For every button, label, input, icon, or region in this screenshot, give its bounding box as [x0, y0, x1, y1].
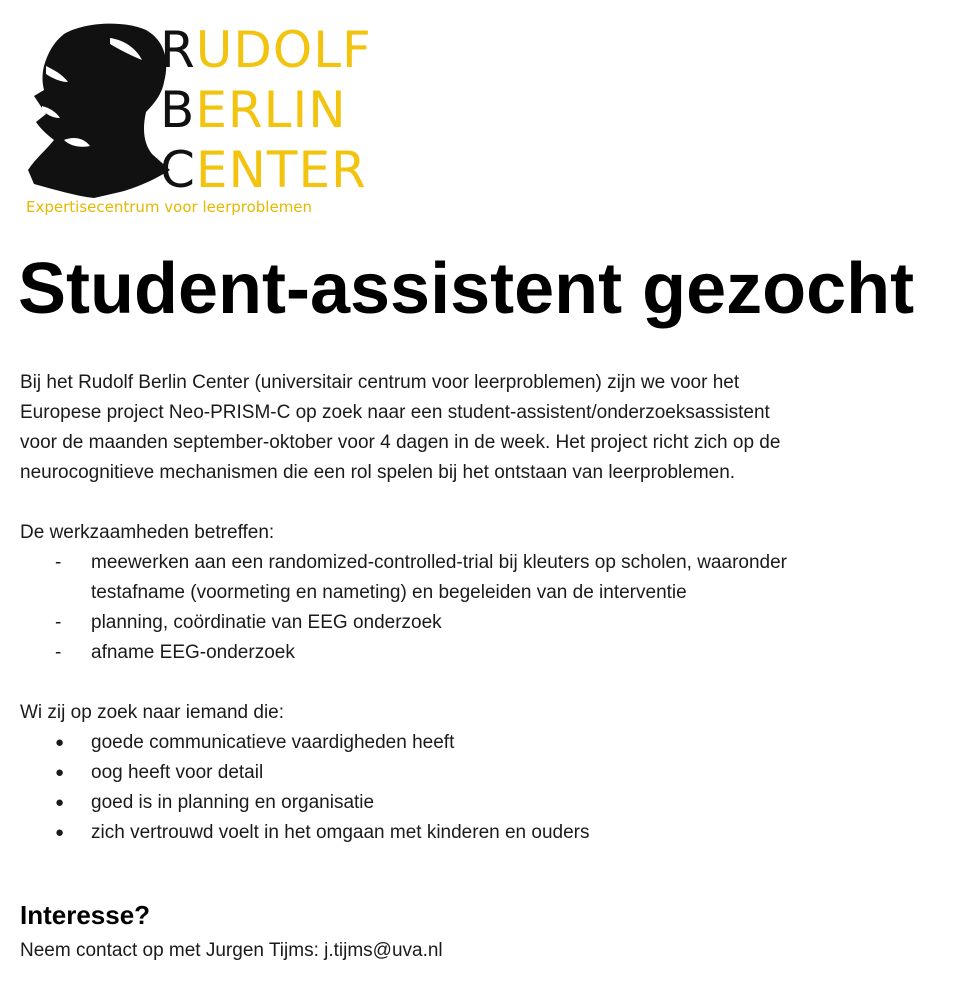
logo-word-berlin: BERLIN [160, 81, 347, 139]
intro-line: voor de maanden september-oktober voor 4 dagen in de week. Het project richt zich op de [20, 432, 781, 453]
rudolf-berlin-center-logo [24, 14, 372, 219]
head-silhouette-icon [24, 20, 174, 200]
dash-marker [55, 548, 61, 578]
intro-line: Bij het Rudolf Berlin Center (universitair centrum voor leerproblemen) zijn we voor het [20, 372, 740, 393]
dash-marker [55, 608, 61, 638]
interest-heading: Interesse? [20, 900, 151, 930]
list-item: ● oog heeft voor detail [20, 758, 940, 788]
logo-wordmark [160, 20, 372, 200]
intro-line: Europese project Neo-PRISM-C op zoek naar een student-assistent/onderzoeksassistent [20, 402, 770, 423]
list-item: ● goed is in planning en organisatie [20, 788, 940, 818]
contact-line: Neem contact op met Jurgen Tijms: j.tijms@uva.nl [20, 940, 443, 961]
tasks-list [20, 548, 940, 668]
bullet-icon [55, 758, 64, 788]
logo-tagline: Expertisecentrum voor leerproblemen [26, 198, 313, 216]
bullet-icon [55, 788, 64, 818]
logo-word-rudolf: RUDOLF [160, 21, 372, 79]
logo-word-center: CENTER [160, 141, 367, 199]
intro-line: neurocognitieve mechanismen die een rol spelen bij het ontstaan van leerproblemen. [20, 462, 736, 483]
bullet-icon [55, 728, 64, 758]
bullet-icon [55, 818, 64, 848]
page-title: Student-assistent gezocht [18, 249, 915, 329]
tasks-heading: De werkzaamheden betreffen: [20, 522, 275, 543]
list-item: - meewerken aan een randomized-controlled-trial bij kleuters op scholen, waaronder testafname (voormeting en nameting) en begeleiden van de interventie [20, 548, 940, 608]
profile-heading: Wi zij op zoek naar iemand die: [20, 702, 285, 723]
dash-marker [55, 638, 61, 668]
list-item: ● zich vertrouwd voelt in het omgaan met kinderen en ouders [20, 818, 940, 848]
list-item: - afname EEG-onderzoek [20, 638, 940, 668]
list-item: - planning, coördinatie van EEG onderzoek [20, 608, 940, 638]
vacancy-body [20, 368, 940, 878]
intro-paragraph [20, 368, 940, 488]
list-item: ● goede communicatieve vaardigheden heeft [20, 728, 940, 758]
profile-list [20, 728, 940, 848]
